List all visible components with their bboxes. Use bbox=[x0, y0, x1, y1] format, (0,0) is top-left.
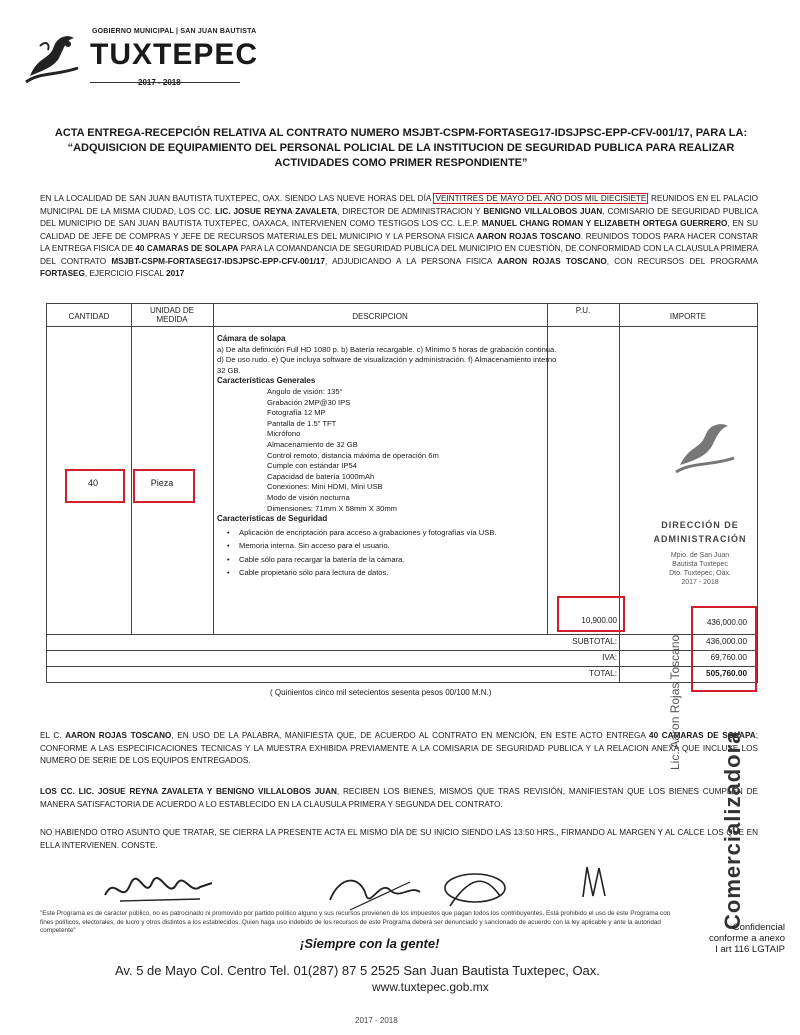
general-title: Características Generales bbox=[217, 376, 316, 386]
text-run: , COMISARIO DE SEGURIDAD PUBLICA DEL MUNICIPIO DE SAN JUAN BAUTISTA TUXTEPEC, OAXACA, INTERVIENEN COMO TESTIGOS LOS CC. L.E.P. bbox=[40, 206, 758, 228]
item-description bbox=[217, 334, 562, 579]
header-cantidad: CANTIDAD bbox=[68, 312, 110, 321]
row-divider bbox=[47, 634, 757, 635]
security-item: • Aplicación de encriptación para acceso a grabaciones y fotografías vía USB. bbox=[217, 528, 562, 539]
participant-name: AARON ROJAS TOSCANO bbox=[476, 231, 581, 241]
website-link[interactable]: www.tuxtepec.gob.mx bbox=[372, 980, 489, 994]
title-line-3: ACTIVIDADES COMO PRIMER RESPONDIENTE” bbox=[274, 157, 528, 169]
municipal-logo bbox=[20, 22, 260, 92]
unit-cell: Pieza bbox=[150, 478, 174, 488]
slogan: ¡Siempre con la gente! bbox=[300, 936, 440, 951]
document-title bbox=[40, 126, 762, 171]
participant-name: MANUEL CHANG ROMAN Y ELIZABETH ORTEGA GUERRERO bbox=[481, 219, 728, 228]
header-descripcion: DESCRIPCION bbox=[352, 312, 408, 321]
program-disclaimer: "Este Programa es de carácter público, no es patrocinado ni promovido por partido político alguno y sus recursos provienen de los impuestos que pagan todos los contribuyentes. Está prohibido el uso de este Programa con fines políticos, electorales, de lucro y otros distintos a los establecidos. Quien haga uso indebido de los recursos de este Programa deberá ser denunciado y sancionado de acuerdo con la ley aplicable y ante la autoridad competente" bbox=[40, 910, 671, 934]
desc-title: Cámara de solapa bbox=[217, 334, 286, 343]
text-run: , EN USO DE LA PALABRA, MANIFIESTA QUE, DE ACUERDO AL CONTRATO EN MENCIÓN, EN ESTE ACTO ENTREGA bbox=[171, 731, 650, 740]
confidential-line: Confidencial bbox=[732, 922, 785, 933]
participant-name: LIC. JOSUE REYNA ZAVALETA bbox=[215, 206, 338, 216]
gov-label: GOBIERNO MUNICIPAL | SAN JUAN BAUTISTA bbox=[92, 28, 257, 35]
general-item: Modo de visión nocturna bbox=[267, 492, 350, 502]
seal-line-4: Bautista Tuxtepec bbox=[672, 561, 728, 568]
seal-line-6: 2017 - 2018 bbox=[681, 579, 719, 586]
footer-years: 2017 - 2018 bbox=[355, 1016, 398, 1025]
seal-line-3: Mpio. de San Juan bbox=[670, 552, 730, 559]
general-item: Pantalla de 1.5" TFT bbox=[267, 418, 337, 428]
header-unidad: UNIDAD DE MEDIDA bbox=[149, 306, 194, 324]
quantity-cell: 40 bbox=[87, 478, 98, 488]
column-divider bbox=[213, 304, 214, 634]
total-label: TOTAL: bbox=[589, 669, 617, 678]
receiver-names: LIC. JOSUE REYNA ZAVALETA Y BENIGNO VILLALOBOS JUAN bbox=[78, 787, 337, 796]
text-run: LOS CC. bbox=[40, 787, 79, 796]
general-item: Micrófono bbox=[267, 429, 301, 439]
seal-line-5: Dto. Tuxtepec, Oax. bbox=[669, 570, 731, 577]
total-in-words: ( Quinientos cinco mil setecientos sesenta pesos 00/100 M.N.) bbox=[270, 688, 492, 697]
logo-years: 2017 - 2018 bbox=[138, 78, 181, 87]
security-item: • Cable propietario sólo para lectura de datos. bbox=[217, 568, 562, 579]
general-item: Fotografía 12 MP bbox=[267, 408, 326, 418]
opening-paragraph bbox=[40, 193, 758, 281]
text-run: EN LA LOCALIDAD DE SAN JUAN BAUTISTA TUXTEPEC, OAX. SIENDO LAS NUEVE HORAS DEL DÍA bbox=[40, 194, 434, 203]
signature-3-icon bbox=[430, 866, 520, 911]
security-item: • Memoria interna. Sin acceso para el usuario. bbox=[217, 541, 562, 552]
side-stamp-text: Comercializadora bbox=[720, 730, 745, 930]
seal-line-2: ADMINISTRACIÓN bbox=[653, 534, 747, 544]
amount-cell: 436,000.00 bbox=[706, 618, 747, 627]
closing-paragraph: NO HABIENDO OTRO ASUNTO QUE TRATAR, SE CIERRA LA PRESENTE ACTA EL MISMO DÍA DE SU INICIO SIENDO LAS 13:50 HRS., FIRMANDO AL MARGEN Y AL CALCE LOS QUE EN ELLA INTERVIENEN. CONSTE. bbox=[40, 828, 758, 850]
text-run: . REUNIDOS TODOS PARA HACER CONSTAR LA ENTREGA FISICA DE bbox=[40, 231, 759, 253]
unit-price-highlight bbox=[557, 596, 625, 632]
text-run: EL C. bbox=[40, 731, 66, 740]
header-divider bbox=[47, 326, 757, 327]
iva-value: 69,760.00 bbox=[710, 653, 747, 662]
header-pu: P.U. bbox=[575, 306, 591, 315]
title-line-2: “ADQUISICION DE EQUIPAMIENTO DEL PERSONAL POLICIAL DE LA INSTITUCION DE SEGURIDAD PUBLICA PARA REALIZAR bbox=[67, 142, 735, 154]
program-name: FORTASEG bbox=[40, 269, 85, 278]
signature-1-icon bbox=[100, 865, 220, 910]
delivery-paragraph bbox=[40, 730, 758, 768]
general-item: Cumple con estándar IP54 bbox=[267, 461, 357, 471]
general-item: Capacidad de batería 1000mAh bbox=[267, 471, 375, 481]
total-value: 505,760.00 bbox=[706, 669, 747, 678]
contract-number: MSJBT-CSPM-FORTASEG17-IDSJPSC-EPP-CFV-001/17 bbox=[111, 256, 326, 266]
general-item: Almacenamiento de 32 GB bbox=[267, 439, 358, 449]
participant-name: BENIGNO VILLALOBOS JUAN bbox=[483, 206, 603, 216]
unit-price-cell: 10,900.00 bbox=[581, 616, 617, 625]
brand-name: TUXTEPEC bbox=[90, 38, 259, 71]
confidential-note bbox=[690, 922, 785, 955]
security-title: Características de Seguridad bbox=[217, 514, 328, 524]
text-run: , RECIBEN LOS BIENES, MISMOS QUE TRAS REVISIÓN, MANIFIESTAN QUE LOS BIENES CUMPLEN DE MANERA SATISFACTORIA DE ACUERDO A LO ESTABLECIDO EN LA CLAUSULA PRIMERA Y SEGUNDA DEL CONTRATO. bbox=[40, 787, 759, 809]
header-importe: IMPORTE bbox=[669, 312, 707, 321]
side-handwritten-name: Lic. Aaron Rojas Toscano bbox=[668, 634, 682, 770]
signature-4-icon bbox=[575, 862, 615, 902]
text-run: , EJERCICIO FISCAL bbox=[84, 269, 167, 278]
confidential-line: I art 116 LGTAIP bbox=[715, 944, 785, 955]
tuxtepec-emblem-icon bbox=[20, 26, 84, 86]
highlighted-date: VEINTITRES DE MAYO DEL AÑO DOS MIL DIECISIETE bbox=[435, 194, 647, 203]
security-item: • Cable sólo para recargar la batería de la cámara. bbox=[217, 555, 562, 566]
office-address: Av. 5 de Mayo Col. Centro Tel. 01(287) 87 5 2525 San Juan Bautista Tuxtepec, Oax. bbox=[115, 963, 600, 978]
text-run: , EN SU CALIDAD DE JEFE DE COMPRAS Y JEFE DE RECURSOS MATERIALES DEL MUNICIPIO Y LA PERSONA FISICA bbox=[40, 219, 758, 241]
reception-paragraph bbox=[40, 786, 758, 811]
text-run: , ADJUDICANDO A LA PERSONA FISICA bbox=[325, 256, 498, 266]
delivered-quantity: 40 CAMARAS DE SOLAPA bbox=[135, 244, 239, 253]
row-divider bbox=[47, 666, 757, 667]
seal-line-1: DIRECCIÓN DE bbox=[661, 520, 739, 530]
text-run: , CON RECURSOS DEL PROGRAMA bbox=[606, 256, 759, 266]
iva-label: IVA: bbox=[602, 653, 617, 662]
general-item: Conexiones: Mini HDMI, Mini USB bbox=[267, 482, 383, 492]
administration-seal bbox=[630, 380, 770, 620]
row-divider bbox=[47, 650, 757, 651]
desc-intro: a) De alta definición Full HD 1080 p. b) Batería recargable. c) Mínimo 5 horas de grabación continua. d) De uso rudo. e) Que incluya software de visualización y administración. f) Almacenamiento interno 32 GB. bbox=[217, 344, 557, 375]
text-run: PARA LA COMANDANCIA DE SEGURIDAD PUBLICA DEL MUNICIPIO EN CUESTIÓN, DE CONFORMIDAD CON LA CLAUSULA PRIMERA DEL CONTRATO bbox=[40, 244, 758, 266]
general-item: Grabación 2MP@30 IPS bbox=[267, 397, 351, 407]
supplier-name: AARON ROJAS TOSCANO bbox=[65, 731, 172, 740]
participant-name: AARON ROJAS TOSCANO bbox=[497, 256, 607, 266]
general-item: Dimensiones: 71mm X 58mm X 30mm bbox=[267, 503, 397, 513]
title-line-1: ACTA ENTREGA-RECEPCIÓN RELATIVA AL CONTRATO NUMERO MSJBT-CSPM-FORTASEG17-IDSJPSC-EPP-CFV-001/17, PARA LA: bbox=[54, 127, 748, 139]
subtotal-label: SUBTOTAL: bbox=[572, 637, 617, 646]
confidential-line: conforme a anexo bbox=[708, 933, 785, 944]
fiscal-year: 2017 bbox=[166, 269, 185, 278]
text-run: , DIRECTOR DE ADMINISTRACION Y bbox=[337, 206, 484, 216]
general-item: Control remoto, distancia máxima de operación 6m bbox=[267, 450, 439, 460]
text-run: ; CONFORME A LAS ESPECIFICACIONES TECNICAS Y LA MUESTRA EXHIBIDA PREVIAMENTE A LA COMISARIA DE SEGURIDAD PUBLICA Y LA RELACION ANEXA QUE INCLUYE LOS NUMERO DE SERIE DE LOS EQUIPOS ENTREGADOS. bbox=[40, 731, 759, 765]
signature-2-icon bbox=[320, 870, 430, 915]
text-run: REUNIDOS EN EL PALACIO MUNICIPAL DE LA MISMA CIUDAD, LOS CC. bbox=[40, 194, 759, 216]
seal-emblem-icon bbox=[670, 410, 740, 480]
delivered-quantity: 40 CAMARAS DE SOLAPA bbox=[649, 731, 756, 740]
subtotal-value: 436,000.00 bbox=[706, 637, 747, 646]
column-divider bbox=[131, 304, 132, 634]
general-item: Angulo de visión: 135° bbox=[267, 386, 343, 396]
